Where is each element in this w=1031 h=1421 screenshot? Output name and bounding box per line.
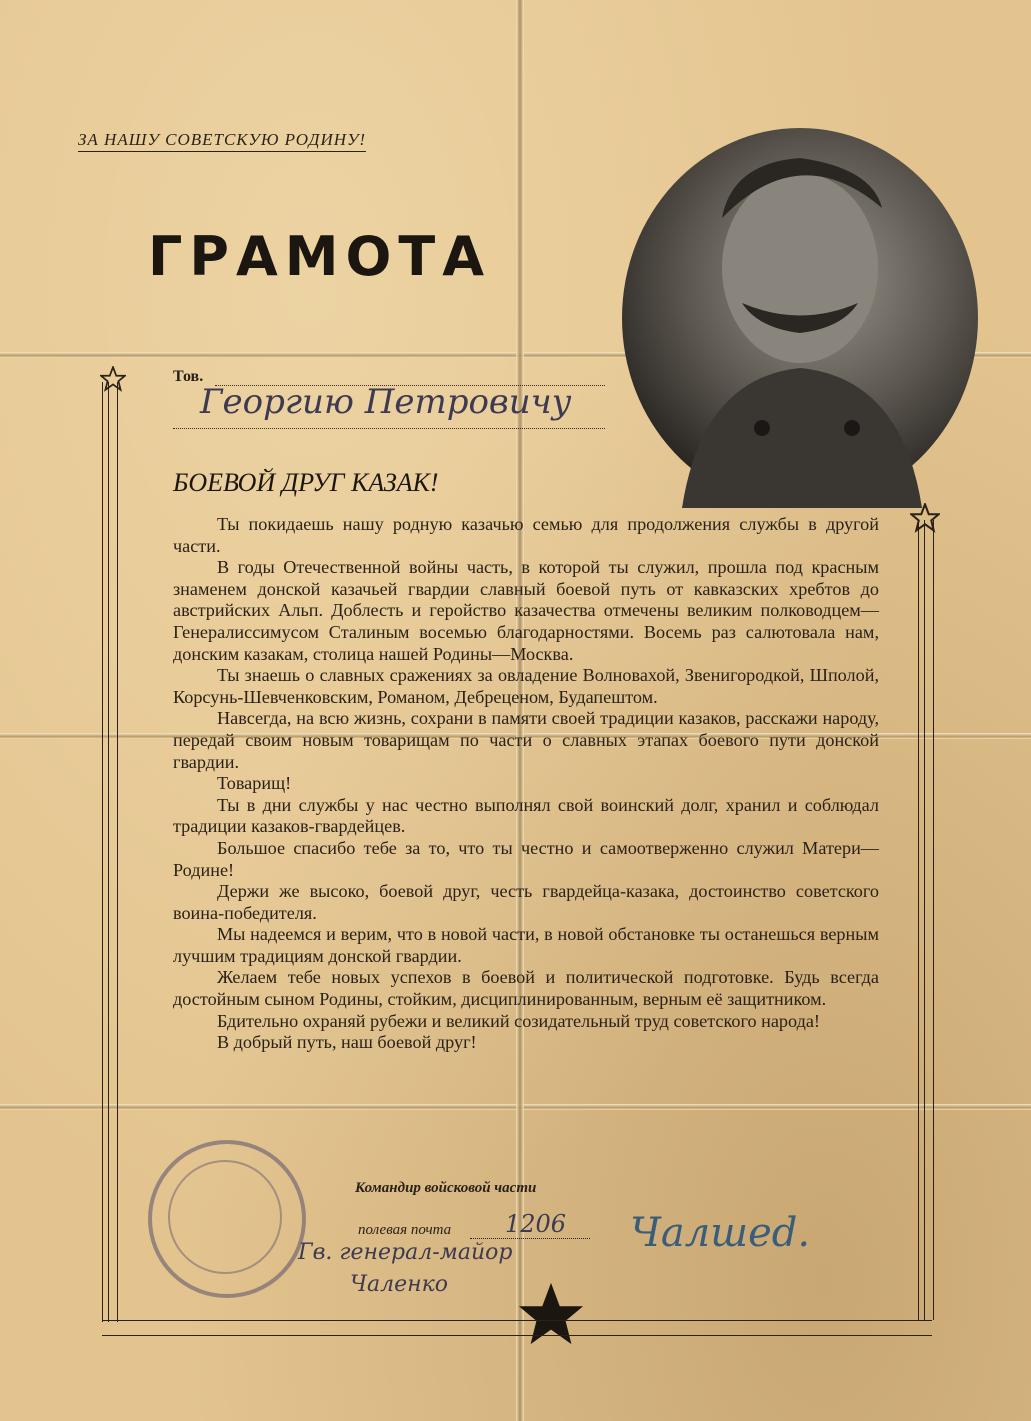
frame-border (918, 520, 934, 1320)
paragraph: Держи же высоко, боевой друг, честь гвардейца-казака, достоинство советского воина-победителя. (173, 881, 879, 923)
field-post-label: полевая почта (358, 1222, 452, 1238)
paragraph: Мы надеемся и верим, что в новой части, в новой обстановке ты останешься верным лучшим традициям донской гвардии. (173, 924, 879, 966)
tov-label: Тов. (173, 368, 204, 385)
paragraph: В добрый путь, наш боевой друг! (217, 1032, 477, 1053)
paragraph: Ты в дни службы у нас честно выполнял свой воинский долг, хранил и соблюдал традиции казаков-гвардейцев. (173, 794, 879, 837)
star-icon (516, 1280, 586, 1350)
paragraph: Большое спасибо тебе за то, что ты честно и самоотверженно служил Матери—Родине! (173, 837, 879, 880)
commander-label: Командир войсковой части (355, 1180, 537, 1196)
paragraph: Ты знаешь о славных сражениях за овладение Волновахой, Звенигородкой, Шполой, Корсунь-Шевченковским, Романом, Дебреценом, Будапештом. (173, 665, 879, 707)
frame-border (102, 382, 118, 1322)
subtitle: БОЕВОЙ ДРУГ КАЗАК! (173, 468, 439, 497)
portrait-image (622, 128, 978, 508)
certificate-body (173, 514, 879, 1054)
signature-rank: Гв. генерал-майор (298, 1240, 513, 1265)
name-line (173, 428, 605, 429)
paragraph: В годы Отечественной войны часть, в которой ты служил, прошла под красным знаменем донской казачьей гвардии славный боевой путь от кавказских хребтов до австрийских Альп. Доблесть и геройство казачества отмечены великим полководцем—Генералиссимусом Сталиным восемью благодарностями. Восемь раз салютовала нам, донским казакам, столица нашей Родины—Москва. (173, 557, 879, 664)
field-post-number: 1206 (505, 1210, 567, 1238)
paragraph: Бдительно охраняй рубежи и великий созидательный труд советского народа! (217, 1010, 820, 1031)
signature: Чалшеd. (630, 1210, 811, 1256)
official-stamp (148, 1140, 306, 1298)
signature-name: Чаленко (350, 1272, 449, 1297)
frame-border (102, 1320, 932, 1336)
document-title: ГРАМОТА (148, 225, 492, 288)
post-line (470, 1238, 590, 1239)
paragraph: Желаем тебе новых успехов в боевой и политической подготовке. Будь всегда достойным сыном Родины, стойким, дисциплинированным, верным её защитником. (173, 967, 879, 1010)
handwritten-name: Георгию Петровичу (200, 382, 572, 422)
paragraph: Товарищ! (217, 773, 292, 794)
paragraph: Ты покидаешь нашу родную казачью семью для продолжения службы в другой части. (173, 514, 879, 556)
paragraph: Навсегда, на всю жизнь, сохрани в памяти своей традиции казаков, расскажи народу, передай своим новым товарищам по части о славных этапах боевого пути донской гвардии. (173, 708, 879, 772)
slogan: ЗА НАШУ СОВЕТСКУЮ РОДИНУ! (78, 130, 366, 152)
